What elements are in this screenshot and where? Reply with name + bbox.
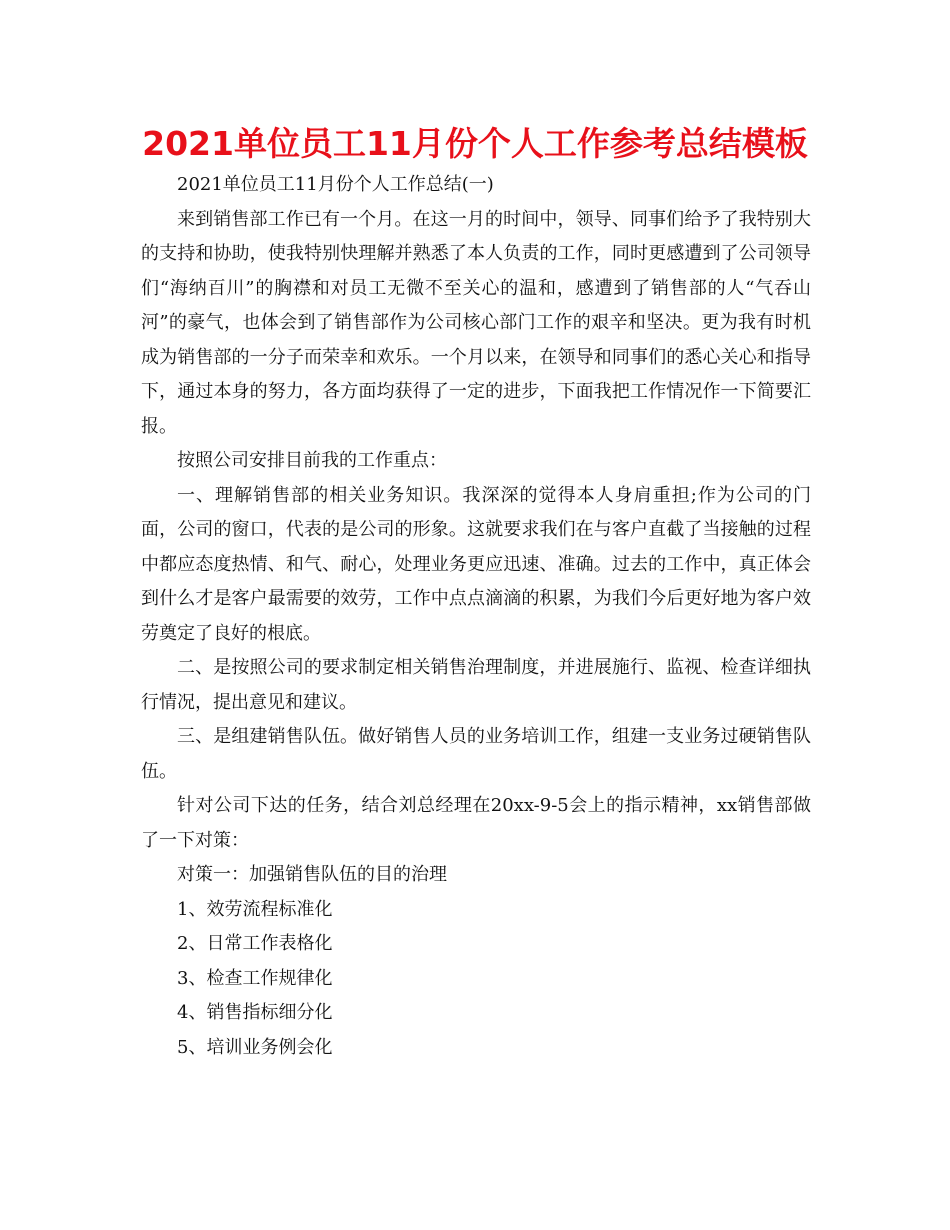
list-item: 1、效劳流程标准化: [177, 898, 333, 920]
list-item: 4、销售指标细分化: [177, 1002, 333, 1023]
document-body: [141, 168, 811, 1065]
paragraph-task-response: 针对公司下达的任务，结合刘总经理在20xx-9-5会上的指示精神，xx销售部做了一下对策：: [141, 795, 811, 851]
paragraph-point-three: 三、是组建销售队伍。做好销售人员的业务培训工作，组建一支业务过硬销售队伍。: [141, 726, 811, 782]
list-item: 5、培训业务例会化: [177, 1036, 333, 1058]
paragraph-point-one: 一、理解销售部的相关业务知识。我深深的觉得本人身肩重担;作为公司的门面，公司的窗口，代表的是公司的形象。这就要求我们在与客户直截了当接触的过程中都应态度热情、和气、耐心，处理业务更应迅速、准确。过去的工作中，真正体会到什么才是客户最需要的效劳，工作中点点滴滴的积累，为我们今后更好地为客户效劳奠定了良好的根底。: [141, 484, 811, 644]
list-item: 2、日常工作表格化: [177, 933, 333, 954]
strategy-heading: 对策一：加强销售队伍的目的治理: [177, 864, 447, 885]
paragraph-focus-heading: 按照公司安排目前我的工作重点：: [177, 450, 447, 471]
paragraph-intro: 来到销售部工作已有一个月。在这一月的时间中，领导、同事们给予了我特别大的支持和协助，使我特别快理解并熟悉了本人负责的工作，同时更感遭到了公司领导们“海纳百川”的胸襟和对员工无微不至关心的温和，感遭到了销售部的人“气吞山河”的豪气，也体会到了销售部作为公司核心部门工作的艰辛和坚决。更为我有时机成为销售部的一分子而荣幸和欢乐。一个月以来，在领导和同事们的悉心关心和指导下，通过本身的努力，各方面均获得了一定的进步，下面我把工作情况作一下简要汇报。: [141, 208, 811, 437]
document-subtitle: 2021单位员工11月份个人工作总结(一): [177, 174, 494, 195]
list-item: 3、检查工作规律化: [177, 967, 333, 989]
document-title: 2021单位员工11月份个人工作参考总结模板: [142, 124, 808, 163]
paragraph-point-two: 二、是按照公司的要求制定相关销售治理制度，并进展施行、监视、检查详细执行情况，提出意见和建议。: [141, 657, 811, 713]
